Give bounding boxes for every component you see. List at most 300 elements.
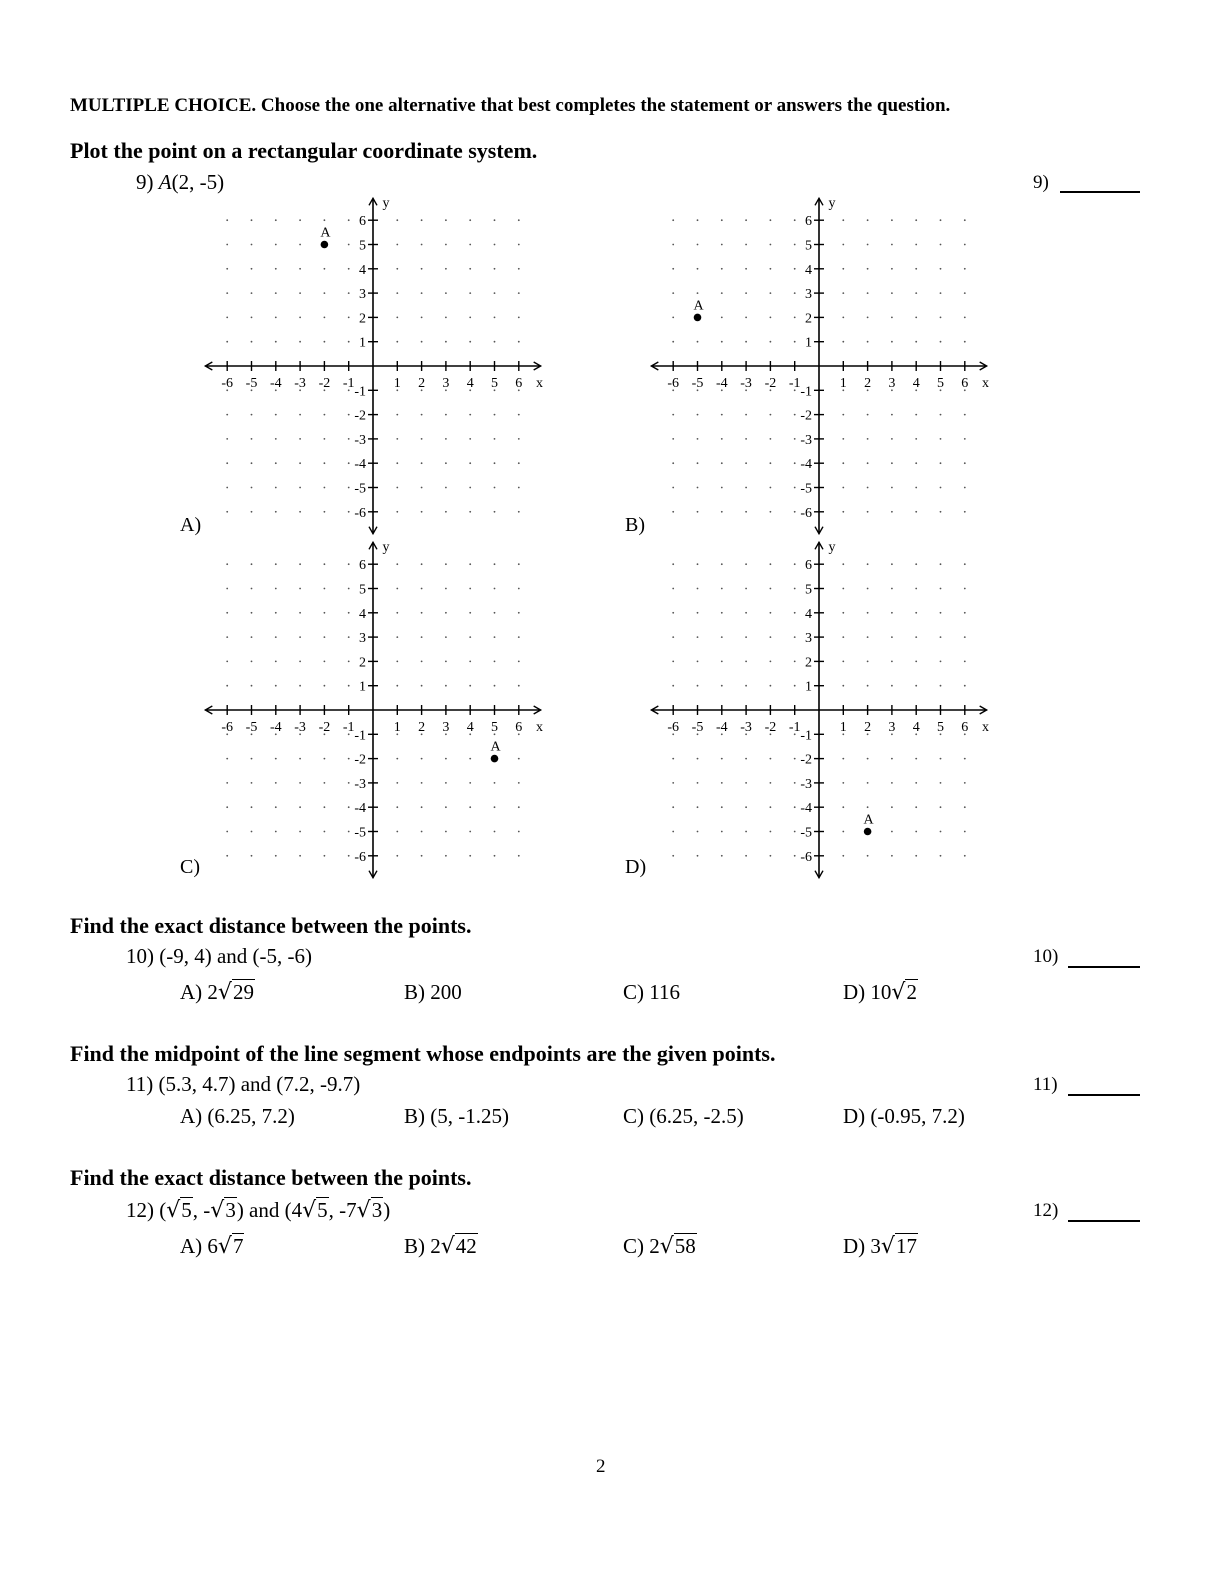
grid-dot <box>445 588 447 590</box>
grid-dot <box>251 268 253 270</box>
grid-dot <box>672 563 674 565</box>
grid-dot <box>672 438 674 440</box>
grid-dot <box>672 511 674 513</box>
answer-blank-12[interactable] <box>1068 1220 1140 1222</box>
grid-dot <box>842 612 844 614</box>
answer-label-12: 12) <box>1033 1200 1059 1221</box>
grid-dot <box>445 317 447 319</box>
grid-dot <box>396 268 398 270</box>
grid-dot <box>867 244 869 246</box>
grid-dot <box>697 563 699 565</box>
grid-dot <box>697 511 699 513</box>
grid-dot <box>867 317 869 319</box>
grid-dot <box>697 244 699 246</box>
x-tick-label: -2 <box>764 720 777 735</box>
grid-dot <box>421 292 423 294</box>
grid-dot <box>770 438 772 440</box>
grid-dot <box>324 588 326 590</box>
grid-dot <box>275 563 277 565</box>
grid-dot <box>299 487 301 489</box>
grid-dot <box>964 758 966 760</box>
grid-dot <box>940 487 942 489</box>
grid-dot <box>445 806 447 808</box>
grid-dot <box>964 588 966 590</box>
plotted-point <box>864 828 872 836</box>
grid-dot <box>915 462 917 464</box>
grid-dot <box>794 462 796 464</box>
x-tick-label: 1 <box>839 720 847 735</box>
grid-dot <box>396 317 398 319</box>
y-tick-label: 2 <box>359 311 366 327</box>
x-tick-label: -6 <box>221 720 234 735</box>
y-tick-label: -4 <box>800 801 812 817</box>
choice-10-c[interactable]: C) 116 <box>623 980 680 1004</box>
grid-dot <box>672 612 674 614</box>
grid-dot <box>348 244 350 246</box>
x-tick-label: 3 <box>442 376 450 391</box>
x-tick-label: -4 <box>269 376 282 391</box>
grid-dot <box>697 758 699 760</box>
grid-dot <box>396 588 398 590</box>
grid-dot <box>396 758 398 760</box>
grid-dot <box>794 317 796 319</box>
grid-dot <box>891 511 893 513</box>
answer-blank-10[interactable] <box>1068 966 1140 968</box>
question-10: 10) (-9, 4) and (-5, -6) <box>126 944 313 968</box>
grid-dot <box>940 782 942 784</box>
grid-dot <box>275 806 277 808</box>
grid-dot <box>396 244 398 246</box>
radical: √29 <box>217 980 254 1005</box>
grid-dot <box>721 563 723 565</box>
grid-dot <box>445 268 447 270</box>
grid-dot <box>794 782 796 784</box>
grid-dot <box>299 806 301 808</box>
grid-dot <box>672 414 674 416</box>
y-tick-label: -1 <box>354 384 366 400</box>
grid-dot <box>964 806 966 808</box>
grid-dot <box>721 414 723 416</box>
choice-12-d[interactable] <box>843 1234 918 1259</box>
grid-dot <box>226 855 228 857</box>
grid-dot <box>469 612 471 614</box>
grid-dot <box>518 855 520 857</box>
grid-dot <box>494 588 496 590</box>
grid-dot <box>745 317 747 319</box>
grid-dot <box>348 855 350 857</box>
radicand: 5 <box>181 1198 192 1222</box>
grid-dot <box>299 414 301 416</box>
grid-dot <box>324 292 326 294</box>
choice-12-a[interactable] <box>180 1234 244 1259</box>
grid-dot <box>348 685 350 687</box>
y-tick-label: -4 <box>800 457 812 473</box>
grid-dot <box>518 341 520 343</box>
grid-dot <box>794 685 796 687</box>
grid-dot <box>842 292 844 294</box>
y-tick-label: -4 <box>354 457 366 473</box>
grid-dot <box>421 685 423 687</box>
y-tick-label: 3 <box>805 631 812 647</box>
grid-dot <box>915 244 917 246</box>
grid-dot <box>421 341 423 343</box>
grid-dot <box>396 855 398 857</box>
grid-dot <box>469 219 471 221</box>
y-tick-label: -3 <box>800 432 812 448</box>
grid-dot <box>324 341 326 343</box>
question-9-coords: (2, -5) <box>171 170 225 194</box>
grid-dot <box>672 806 674 808</box>
grid-dot <box>867 636 869 638</box>
grid-dot <box>770 855 772 857</box>
y-tick-label: -2 <box>800 752 812 768</box>
grid-dot <box>867 806 869 808</box>
grid-dot <box>745 563 747 565</box>
grid-dot <box>940 636 942 638</box>
grid-dot <box>672 487 674 489</box>
grid-dot <box>324 462 326 464</box>
grid-dot <box>721 244 723 246</box>
grid-dot <box>226 831 228 833</box>
graph-b[interactable] <box>646 190 1006 540</box>
grid-dot <box>697 292 699 294</box>
grid-dot <box>348 268 350 270</box>
grid-dot <box>469 806 471 808</box>
grid-dot <box>867 685 869 687</box>
y-tick-label: -5 <box>800 481 812 497</box>
grid-dot <box>494 806 496 808</box>
x-tick-label: 2 <box>864 720 872 735</box>
grid-dot <box>445 414 447 416</box>
grid-dot <box>275 685 277 687</box>
graph-label-c: C) <box>180 856 200 878</box>
grid-dot <box>842 341 844 343</box>
grid-dot <box>445 636 447 638</box>
grid-dot <box>251 685 253 687</box>
grid-dot <box>721 831 723 833</box>
grid-dot <box>697 588 699 590</box>
grid-dot <box>745 462 747 464</box>
radicand: 29 <box>232 980 254 1004</box>
x-tick-label: -5 <box>691 376 704 391</box>
choice-12-c[interactable] <box>623 1234 697 1259</box>
x-tick-label: 2 <box>418 720 426 735</box>
grid-dot <box>867 341 869 343</box>
y-tick-label: -1 <box>354 728 366 744</box>
answer-blank-9[interactable] <box>1060 191 1140 193</box>
grid-dot <box>469 462 471 464</box>
grid-dot <box>964 782 966 784</box>
choice-10-b[interactable]: B) 200 <box>404 980 462 1004</box>
x-tick-label: 3 <box>888 376 896 391</box>
choice-11-b[interactable]: B) (5, -1.25) <box>404 1104 509 1128</box>
x-tick-label: -1 <box>788 720 801 735</box>
grid-dot <box>518 511 520 513</box>
grid-dot <box>842 636 844 638</box>
choice-11-d[interactable]: D) (-0.95, 7.2) <box>843 1104 965 1128</box>
radical: √7 <box>217 1234 244 1259</box>
grid-dot <box>226 661 228 663</box>
grid-dot <box>867 268 869 270</box>
grid-dot <box>964 563 966 565</box>
grid-dot <box>915 219 917 221</box>
grid-dot <box>891 758 893 760</box>
grid-dot <box>697 487 699 489</box>
grid-dot <box>964 462 966 464</box>
y-tick-label: -6 <box>800 849 812 865</box>
question-9-number: 9) <box>136 170 154 194</box>
graph-c[interactable] <box>200 534 560 884</box>
grid-dot <box>518 292 520 294</box>
grid-dot <box>794 831 796 833</box>
y-tick-label: 6 <box>805 558 812 574</box>
x-tick-label: 6 <box>515 376 523 391</box>
grid-dot <box>697 782 699 784</box>
grid-dot <box>964 219 966 221</box>
x-tick-label: 6 <box>961 720 969 735</box>
x-axis-label: x <box>981 376 989 391</box>
grid-dot <box>396 661 398 663</box>
grid-dot <box>348 588 350 590</box>
grid-dot <box>697 685 699 687</box>
y-tick-label: -3 <box>800 776 812 792</box>
grid-dot <box>745 831 747 833</box>
grid-dot <box>299 292 301 294</box>
grid-dot <box>469 244 471 246</box>
grid-dot <box>299 341 301 343</box>
grid-dot <box>940 588 942 590</box>
grid-dot <box>794 511 796 513</box>
grid-dot <box>745 341 747 343</box>
grid-dot <box>324 661 326 663</box>
grid-dot <box>721 588 723 590</box>
grid-dot <box>421 563 423 565</box>
grid-dot <box>396 341 398 343</box>
grid-dot <box>494 341 496 343</box>
y-axis-label: y <box>828 196 836 212</box>
radical: √58 <box>659 1234 696 1259</box>
x-tick-label: 5 <box>491 376 498 391</box>
grid-dot <box>518 268 520 270</box>
grid-dot <box>842 219 844 221</box>
grid-dot <box>964 612 966 614</box>
grid-dot <box>469 438 471 440</box>
grid-dot <box>251 782 253 784</box>
grid-dot <box>518 661 520 663</box>
grid-dot <box>721 758 723 760</box>
grid-dot <box>445 462 447 464</box>
grid-dot <box>697 831 699 833</box>
grid-dot <box>518 685 520 687</box>
grid-dot <box>348 831 350 833</box>
grid-dot <box>794 661 796 663</box>
grid-dot <box>348 782 350 784</box>
y-tick-label: -4 <box>354 801 366 817</box>
y-tick-label: -2 <box>354 752 366 768</box>
x-tick-label: -2 <box>318 720 331 735</box>
choice-10-a[interactable] <box>180 980 255 1005</box>
grid-dot <box>518 219 520 221</box>
x-tick-label: 2 <box>864 376 872 391</box>
grid-dot <box>940 414 942 416</box>
grid-dot <box>275 438 277 440</box>
x-tick-label: -3 <box>740 720 752 735</box>
grid-dot <box>940 563 942 565</box>
x-axis-label: x <box>535 376 543 391</box>
choice-10-d[interactable] <box>843 980 918 1005</box>
grid-dot <box>275 244 277 246</box>
grid-dot <box>299 268 301 270</box>
grid-dot <box>299 661 301 663</box>
grid-dot <box>226 219 228 221</box>
grid-dot <box>299 685 301 687</box>
grid-dot <box>672 685 674 687</box>
grid-dot <box>348 341 350 343</box>
grid-dot <box>494 831 496 833</box>
graph-d[interactable] <box>646 534 1006 884</box>
y-tick-label: -5 <box>354 481 366 497</box>
grid-dot <box>745 219 747 221</box>
x-tick-label: 5 <box>937 720 944 735</box>
x-tick-label: -3 <box>294 720 306 735</box>
graph-a[interactable] <box>200 190 560 540</box>
x-axis-label: x <box>981 720 989 735</box>
grid-dot <box>745 855 747 857</box>
grid-dot <box>721 636 723 638</box>
point-label: A <box>490 739 501 755</box>
answer-label-10: 10) <box>1033 946 1059 967</box>
grid-dot <box>226 588 228 590</box>
grid-dot <box>964 268 966 270</box>
grid-dot <box>226 414 228 416</box>
grid-dot <box>396 612 398 614</box>
grid-dot <box>794 855 796 857</box>
grid-dot <box>421 317 423 319</box>
grid-dot <box>672 636 674 638</box>
grid-dot <box>421 438 423 440</box>
grid-dot <box>421 414 423 416</box>
grid-dot <box>964 685 966 687</box>
grid-dot <box>226 758 228 760</box>
grid-dot <box>672 588 674 590</box>
grid-dot <box>324 806 326 808</box>
y-tick-label: 3 <box>359 631 366 647</box>
grid-dot <box>324 268 326 270</box>
grid-dot <box>299 438 301 440</box>
grid-dot <box>867 511 869 513</box>
x-tick-label: -5 <box>691 720 704 735</box>
x-tick-label: -1 <box>788 376 801 391</box>
grid-dot <box>251 317 253 319</box>
section-heading-midpoint: Find the midpoint of the line segment whose endpoints are the given points. <box>70 1041 776 1066</box>
x-tick-label: 1 <box>393 720 401 735</box>
grid-dot <box>842 806 844 808</box>
grid-dot <box>275 612 277 614</box>
choice-11-c[interactable]: C) (6.25, -2.5) <box>623 1104 744 1128</box>
grid-dot <box>275 268 277 270</box>
grid-dot <box>324 612 326 614</box>
grid-dot <box>421 636 423 638</box>
answer-blank-11[interactable] <box>1068 1094 1140 1096</box>
grid-dot <box>697 612 699 614</box>
grid-dot <box>396 563 398 565</box>
grid-dot <box>770 219 772 221</box>
grid-dot <box>494 636 496 638</box>
grid-dot <box>445 855 447 857</box>
grid-dot <box>745 685 747 687</box>
question-11: 11) (5.3, 4.7) and (7.2, -9.7) <box>126 1072 361 1096</box>
section-heading-distance-1: Find the exact distance between the points. <box>70 913 472 938</box>
radical: √42 <box>440 1234 477 1259</box>
grid-dot <box>940 511 942 513</box>
y-tick-label: 2 <box>359 655 366 671</box>
grid-dot <box>275 831 277 833</box>
grid-dot <box>940 292 942 294</box>
grid-dot <box>940 462 942 464</box>
grid-dot <box>324 563 326 565</box>
x-tick-label: -6 <box>667 720 680 735</box>
grid-dot <box>396 487 398 489</box>
instructions-header: MULTIPLE CHOICE. Choose the one alternative that best completes the statement or answers the question. <box>70 95 951 116</box>
grid-dot <box>745 806 747 808</box>
plotted-point <box>321 241 329 249</box>
grid-dot <box>964 317 966 319</box>
grid-dot <box>867 782 869 784</box>
grid-dot <box>299 831 301 833</box>
y-tick-label: 4 <box>359 606 366 622</box>
radical: √5 <box>302 1198 328 1223</box>
y-tick-label: 5 <box>359 582 366 598</box>
x-tick-label: 6 <box>961 376 969 391</box>
section-heading-plot: Plot the point on a rectangular coordinate system. <box>70 138 538 163</box>
grid-dot <box>794 612 796 614</box>
radical: √3 <box>210 1198 236 1223</box>
choice-11-a[interactable]: A) (6.25, 7.2) <box>180 1104 295 1128</box>
grid-dot <box>226 244 228 246</box>
grid-dot <box>226 612 228 614</box>
grid-dot <box>445 438 447 440</box>
y-tick-label: -5 <box>354 825 366 841</box>
grid-dot <box>770 414 772 416</box>
grid-dot <box>915 782 917 784</box>
grid-dot <box>275 414 277 416</box>
grid-dot <box>672 292 674 294</box>
grid-dot <box>794 244 796 246</box>
grid-dot <box>226 511 228 513</box>
grid-dot <box>518 244 520 246</box>
grid-dot <box>915 487 917 489</box>
y-axis-label: y <box>382 540 390 556</box>
choice-12-c-prefix: C) 2 <box>623 1234 660 1258</box>
grid-dot <box>915 341 917 343</box>
x-tick-label: -5 <box>245 720 258 735</box>
grid-dot <box>745 487 747 489</box>
grid-dot <box>494 855 496 857</box>
grid-dot <box>421 831 423 833</box>
grid-dot <box>721 219 723 221</box>
grid-dot <box>915 661 917 663</box>
grid-dot <box>226 487 228 489</box>
point-label: A <box>693 298 704 314</box>
grid-dot <box>226 462 228 464</box>
choice-12-b[interactable] <box>404 1234 478 1259</box>
grid-dot <box>518 563 520 565</box>
grid-dot <box>842 268 844 270</box>
grid-dot <box>421 661 423 663</box>
grid-dot <box>842 414 844 416</box>
grid-dot <box>396 219 398 221</box>
grid-dot <box>745 292 747 294</box>
